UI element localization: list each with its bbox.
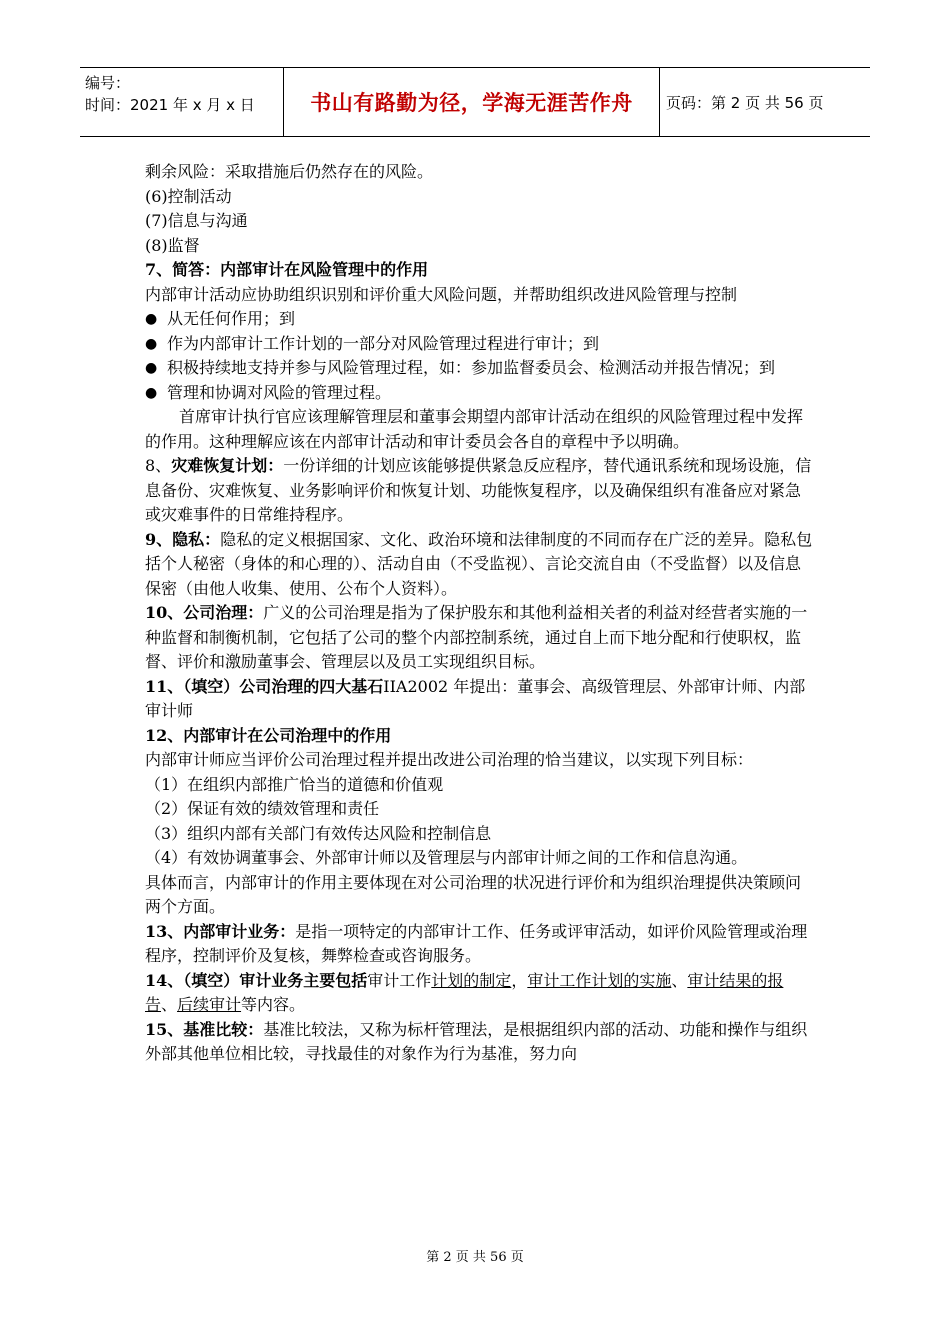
header-motto: 书山有路勤为径，学海无涯苦作舟 <box>284 68 660 136</box>
section-15 <box>145 1018 813 1067</box>
time-label: 时间：2021 年 x 月 x 日 <box>85 96 255 114</box>
item-8: (8)监督 <box>145 235 200 255</box>
underlined-term: 审计结果的报告 <box>145 970 784 1014</box>
text: 、 <box>161 995 178 1014</box>
bullet-icon: ● <box>145 311 158 327</box>
page-footer: 第 2 页 共 56 页 <box>426 1250 524 1265</box>
paragraph-9: 隐私的定义根据国家、文化、政治环境和法律制度的不同而存在广泛的差异。隐私包括个人秘密（身体的和心理的）、活动自由（不受监视）、言论交流自由（不受监督）以及信息保密（由他人收集、使用、公布个人资料）。 <box>145 529 813 598</box>
paragraph-15: 基准比较法，又称为标杆管理法，是根据组织内部的活动、功能和操作与组织外部其他单位相比较，寻找最佳的对象作为行为基准，努力向 <box>145 1019 808 1063</box>
section-14 <box>145 969 813 1018</box>
section-11 <box>145 675 813 724</box>
bullet-text: 作为内部审计工作计划的一部分对风险管理过程进行审计；到 <box>167 333 600 353</box>
page-header <box>80 67 870 137</box>
bullet-icon: ● <box>145 384 158 401</box>
section-13 <box>145 920 813 969</box>
paragraph-13: 是指一项特定的内部审计工作、任务或评审活动，如评价风险管理或治理程序，控制评价及复核，舞弊检查或咨询服务。 <box>145 921 808 965</box>
heading-12: 12、内部审计在公司治理中的作用 <box>145 725 392 745</box>
paragraph-7b: 首席审计执行官应该理解管理层和董事会期望内部审计活动在组织的风险管理过程中发挥的作用。这种理解应该在内部审计活动和审计委员会各自的章程中予以明确。 <box>145 407 804 451</box>
bullet-icon: ● <box>145 360 158 376</box>
bullet-item <box>145 332 813 357</box>
section-10 <box>145 601 813 675</box>
bullet-text: 管理和协调对风险的管理过程。 <box>167 382 392 402</box>
number-label: 编号： <box>85 74 131 92</box>
bullet-item <box>145 381 813 406</box>
paragraph-11: IIA2002 年提出：董事会、高级管理层、外部审计师、内部审计师 <box>145 676 806 720</box>
text: 、 <box>671 970 688 990</box>
text: 等内容。 <box>241 995 306 1014</box>
paragraph-10: 广义的公司治理是指为了保护股东和其他利益相关者的利益对经营者实施的一种监督和制衡机制，它包括了公司的整个内部控制系统，通过自上而下地分配和行使职权，监督、评价和激励董事会、管理层以及员工实现组织目标。 <box>145 603 808 671</box>
heading-14: 14、（填空）审计业务主要包括 <box>145 970 368 990</box>
header-info <box>80 68 284 136</box>
heading-10: 10、公司治理： <box>145 603 264 622</box>
underlined-term: 审计工作计划的实施 <box>527 970 672 990</box>
list-item: （1）在组织内部推广恰当的道德和价值观 <box>145 774 444 794</box>
list-item: （2）保证有效的绩效管理和责任 <box>145 799 380 818</box>
section-9 <box>145 528 813 602</box>
heading-15: 15、基准比较： <box>145 1019 264 1039</box>
bullet-item <box>145 307 813 332</box>
bullet-text: 从无任何作用；到 <box>167 309 296 328</box>
item-6: (6)控制活动 <box>145 186 232 206</box>
bullet-item <box>145 356 813 381</box>
heading-8-title: 灾难恢复计划： <box>171 456 284 475</box>
header-page-label: 页码：第 2 页 共 56 页 <box>666 93 824 112</box>
document-body <box>145 160 813 1067</box>
bullet-text: 积极持续地支持并参与风险管理过程，如：参加监督委员会、检测活动并报告情况；到 <box>167 358 776 377</box>
paragraph-8: 一份详细的计划应该能够提供紧急反应程序，替代通讯系统和现场设施，信息备份、灾难恢复、业务影响评价和恢复计划、功能恢复程序，以及确保组织有准备应对紧急或灾难事件的日常维持程序。 <box>145 456 812 524</box>
item-7: (7)信息与沟通 <box>145 211 248 230</box>
list-item: （4）有效协调董事会、外部审计师以及管理层与内部审计师之间的工作和信息沟通。 <box>145 848 748 867</box>
text: 审计工作 <box>367 970 432 990</box>
residual-risk-line: 剩余风险：采取措施后仍然存在的风险。 <box>145 162 434 181</box>
bullet-icon: ● <box>145 335 158 352</box>
list-item: （3）组织内部有关部门有效传达风险和控制信息 <box>145 823 492 843</box>
underlined-term: 后续审计 <box>177 995 242 1014</box>
text: ， <box>511 970 528 990</box>
paragraph-12: 内部审计师应当评价公司治理过程并提出改进公司治理的恰当建议，以实现下列目标： <box>145 750 754 769</box>
section-8 <box>145 454 813 528</box>
heading-9: 9、隐私： <box>145 529 221 549</box>
heading-13: 13、内部审计业务： <box>145 921 296 941</box>
heading-11: 11、（填空）公司治理的四大基石 <box>145 676 384 696</box>
heading-7: 7、简答：内部审计在风险管理中的作用 <box>145 260 429 279</box>
paragraph-7: 内部审计活动应协助组织识别和评价重大风险问题，并帮助组织改进风险管理与控制 <box>145 284 738 304</box>
paragraph-12b: 具体而言，内部审计的作用主要体现在对公司治理的状况进行评价和为组织治理提供决策顾问两个方面。 <box>145 872 802 916</box>
heading-8-number: 8、 <box>145 456 172 475</box>
underlined-term: 计划的制定 <box>431 970 512 990</box>
